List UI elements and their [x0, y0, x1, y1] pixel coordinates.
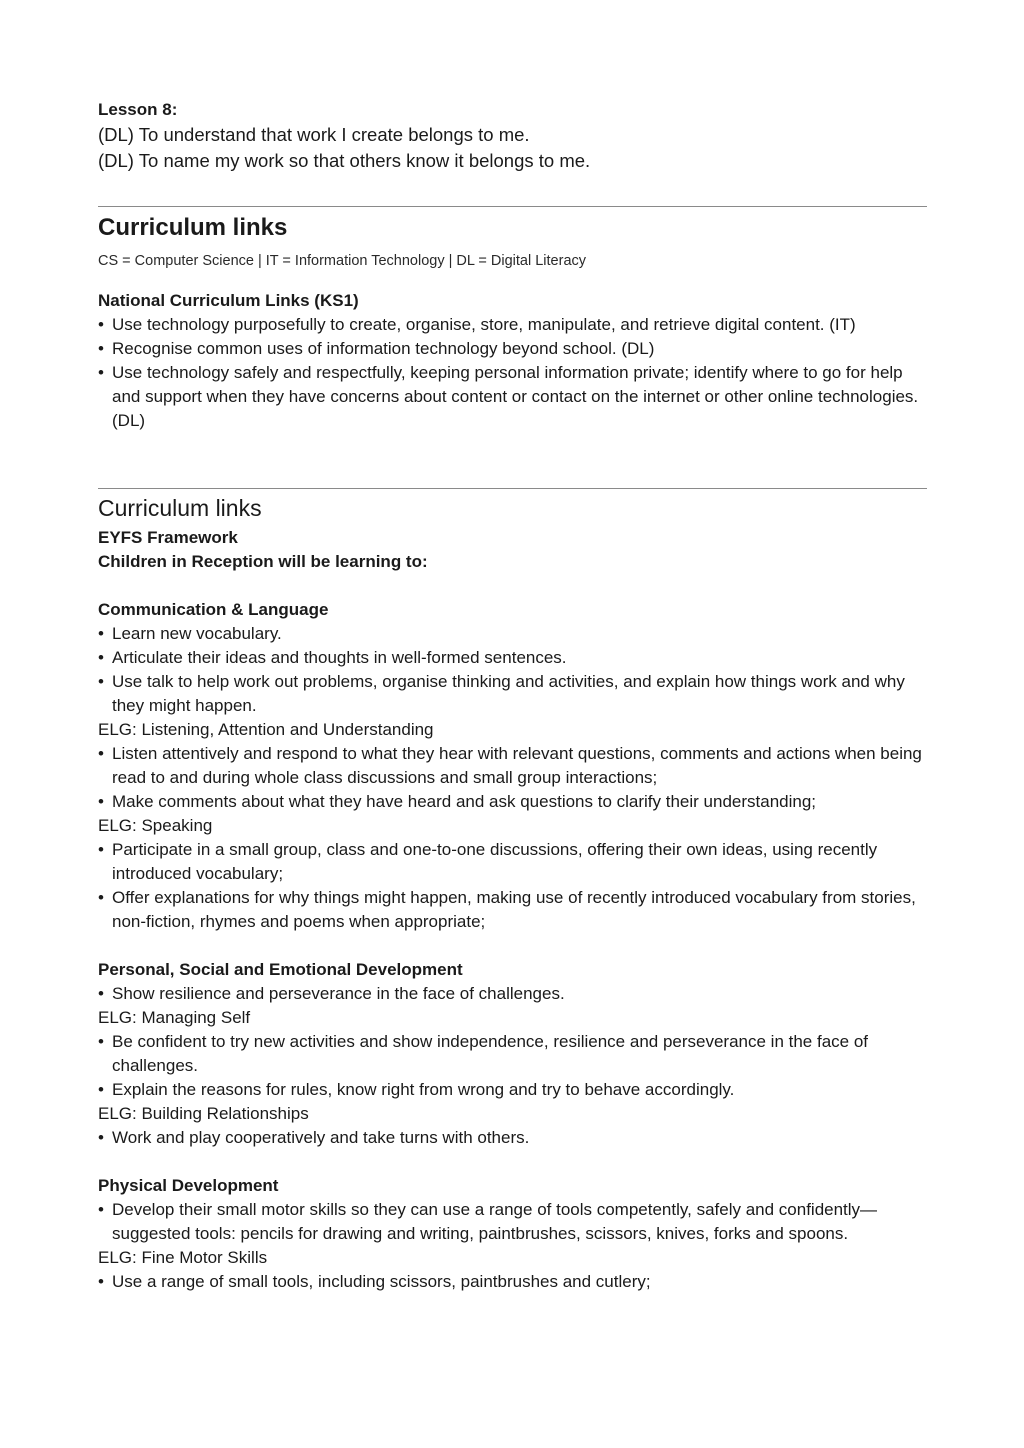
elg-bullet-list — [98, 838, 927, 934]
lesson-title: Lesson 8: — [98, 100, 178, 119]
list-item: • Explain the reasons for rules, know right from wrong and try to behave accordingly. — [98, 1080, 735, 1099]
lesson-objective: (DL) To name my work so that others know it belongs to me. — [98, 150, 591, 171]
section-heading: Curriculum links — [98, 214, 288, 241]
lesson-objective: (DL) To understand that work I create belongs to me. — [98, 124, 530, 145]
elg-bullet-list — [98, 742, 927, 814]
document-page — [98, 98, 927, 1294]
list-item: • Show resilience and perseverance in the face of challenges. — [98, 984, 565, 1003]
abbreviation-key: CS = Computer Science | IT = Information Technology | DL = Digital Literacy — [98, 253, 587, 269]
list-item: • Develop their small motor skills so they can use a range of tools competently, safely and confidently—suggested tools: pencils for drawing and writing, paintbrushes, scissors, knives, forks and spoons. — [98, 1200, 878, 1243]
list-item: • Learn new vocabulary. — [98, 624, 282, 643]
list-item: • Use talk to help work out problems, organise thinking and activities, and explain how things work and why they might happen. — [98, 672, 905, 715]
ks1-bullet-list — [98, 313, 927, 433]
elg-heading: ELG: Listening, Attention and Understanding — [98, 720, 434, 739]
area-heading: Communication & Language — [98, 600, 329, 619]
elg-bullet-list — [98, 1126, 927, 1150]
subsection-heading: National Curriculum Links (KS1) — [98, 291, 359, 310]
area-heading: Physical Development — [98, 1176, 279, 1195]
framework-title: EYFS Framework — [98, 528, 238, 547]
elg-heading: ELG: Speaking — [98, 816, 213, 835]
list-item: • Articulate their ideas and thoughts in well-formed sentences. — [98, 648, 567, 667]
list-item: • Use technology safely and respectfully, keeping personal information private; identify where to go for help and support when they have concerns about content or contact on the internet or other online technologies. (DL) — [98, 363, 919, 430]
comm-bullet-list — [98, 622, 927, 718]
elg-bullet-list — [98, 1030, 927, 1102]
list-item: • Work and play cooperatively and take turns with others. — [98, 1128, 530, 1147]
psed-bullet-list — [98, 982, 927, 1006]
list-item: • Recognise common uses of information technology beyond school. (DL) — [98, 339, 655, 358]
list-item: • Listen attentively and respond to what they hear with relevant questions, comments and actions when being read to and during whole class discussions and small group interactions; — [98, 744, 922, 787]
list-item: • Offer explanations for why things might happen, making use of recently introduced vocabulary from stories, non-fiction, rhymes and poems when appropriate; — [98, 888, 916, 931]
list-item: • Make comments about what they have heard and ask questions to clarify their understanding; — [98, 792, 817, 811]
elg-bullet-list — [98, 1270, 927, 1294]
elg-heading: ELG: Building Relationships — [98, 1104, 309, 1123]
list-item: • Participate in a small group, class and one-to-one discussions, offering their own ideas, using recently introduced vocabulary; — [98, 840, 878, 883]
area-heading: Personal, Social and Emotional Development — [98, 960, 463, 979]
pd-bullet-list — [98, 1198, 927, 1246]
list-item: • Use technology purposefully to create, organise, store, manipulate, and retrieve digital content. (IT) — [98, 315, 856, 334]
framework-intro: Children in Reception will be learning to: — [98, 552, 428, 571]
section-heading: Curriculum links — [98, 495, 262, 521]
elg-heading: ELG: Managing Self — [98, 1008, 251, 1027]
elg-heading: ELG: Fine Motor Skills — [98, 1248, 268, 1267]
list-item: • Use a range of small tools, including scissors, paintbrushes and cutlery; — [98, 1272, 651, 1291]
list-item: • Be confident to try new activities and show independence, resilience and perseverance in the face of challenges. — [98, 1032, 869, 1075]
